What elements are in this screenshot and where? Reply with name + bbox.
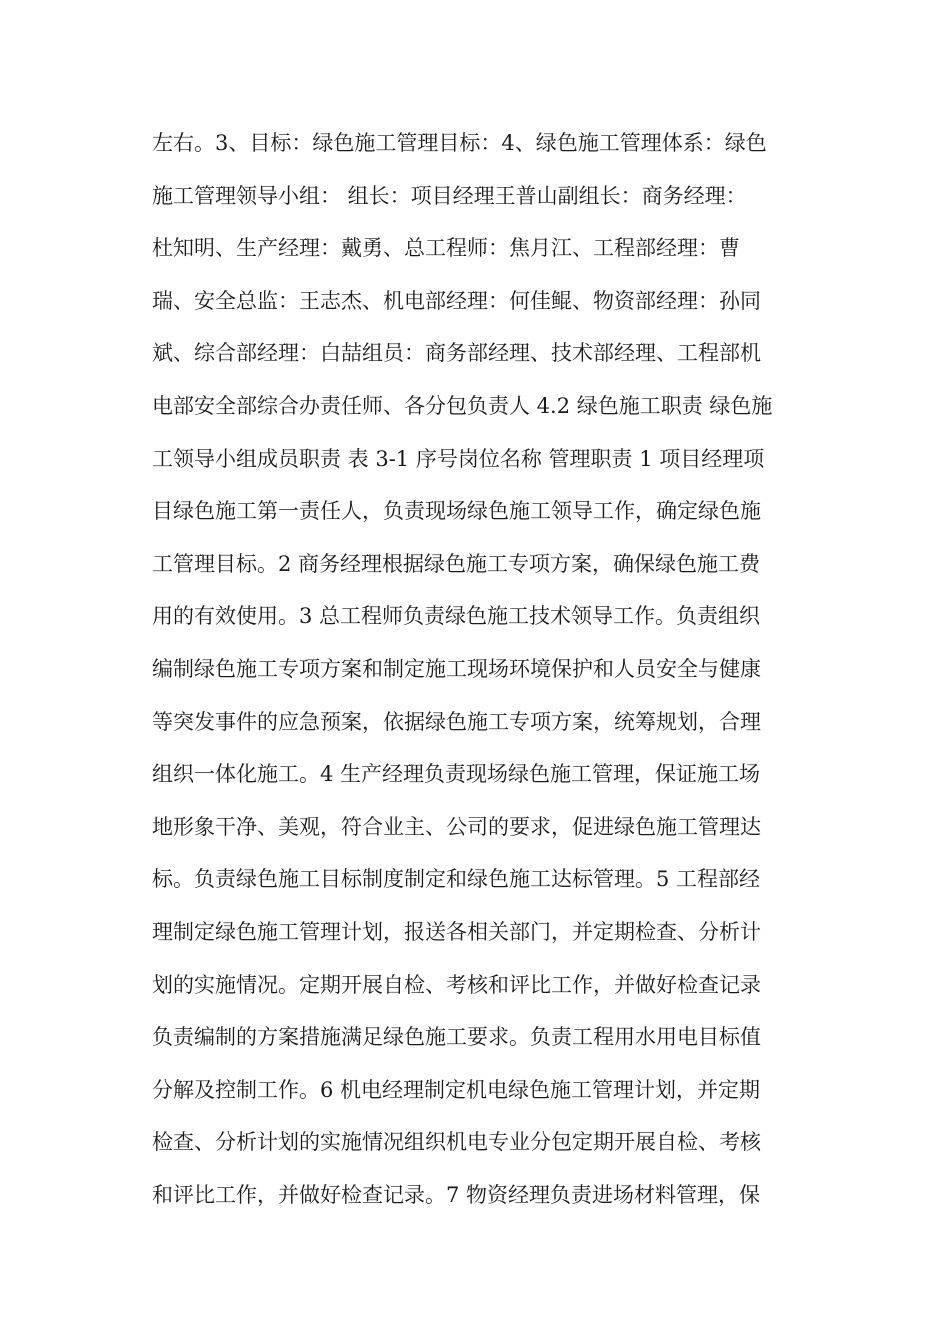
text-line: 瑞、安全总监：王志杰、机电部经理：何佳鲲、物资部经理：孙同 — [152, 288, 761, 313]
text-line: 和评比工作，并做好检查记录。7 物资经理负责进场材料管理，保 — [152, 1182, 761, 1207]
text-line: 电部安全部综合办责任师、各分包负责人 4.2 绿色施工职责 绿色施 — [152, 393, 773, 418]
text-line: 标。负责绿色施工目标制度制定和绿色施工达标管理。5 工程部经 — [152, 867, 761, 892]
text-line: 等突发事件的应急预案，依据绿色施工专项方案，统筹规划，合理 — [152, 709, 761, 734]
text-line: 负责编制的方案措施满足绿色施工要求。负责工程用水用电目标值 — [152, 1025, 761, 1050]
text-line: 杜知明、生产经理：戴勇、总工程师：焦月江、工程部经理：曹 — [152, 236, 740, 261]
text-line: 目绿色施工第一责任人，负责现场绿色施工领导工作，确定绿色施 — [152, 499, 761, 524]
text-line: 用的有效使用。3 总工程师负责绿色施工技术领导工作。负责组织 — [152, 604, 761, 629]
text-line: 检查、分析计划的实施情况组织机电专业分包定期开展自检、考核 — [152, 1130, 761, 1155]
text-line: 工管理目标。2 商务经理根据绿色施工专项方案，确保绿色施工费 — [152, 551, 761, 576]
text-line: 施工管理领导小组： 组长：项目经理王普山副组长：商务经理： — [152, 183, 747, 208]
text-line: 地形象干净、美观，符合业主、公司的要求，促进绿色施工管理达 — [152, 814, 761, 839]
text-line: 斌、综合部经理：白喆组员：商务部经理、技术部经理、工程部机 — [152, 341, 761, 366]
text-line: 编制绿色施工专项方案和制定施工现场环境保护和人员安全与健康 — [152, 656, 761, 681]
text-line: 左右。3、目标：绿色施工管理目标：4、绿色施工管理体系：绿色 — [152, 131, 767, 155]
text-line: 分解及控制工作。6 机电经理制定机电绿色施工管理计划，并定期 — [152, 1077, 761, 1102]
body-paragraph — [152, 117, 812, 1221]
text-line: 组织一体化施工。4 生产经理负责现场绿色施工管理，保证施工场 — [152, 762, 761, 787]
text-line: 理制定绿色施工管理计划，报送各相关部门，并定期检查、分析计 — [152, 919, 761, 944]
text-line: 工领导小组成员职责 表 3-1 序号岗位名称 管理职责 1 项目经理项 — [152, 446, 765, 471]
text-line: 划的实施情况。定期开展自检、考核和评比工作，并做好检查记录 — [152, 972, 761, 997]
